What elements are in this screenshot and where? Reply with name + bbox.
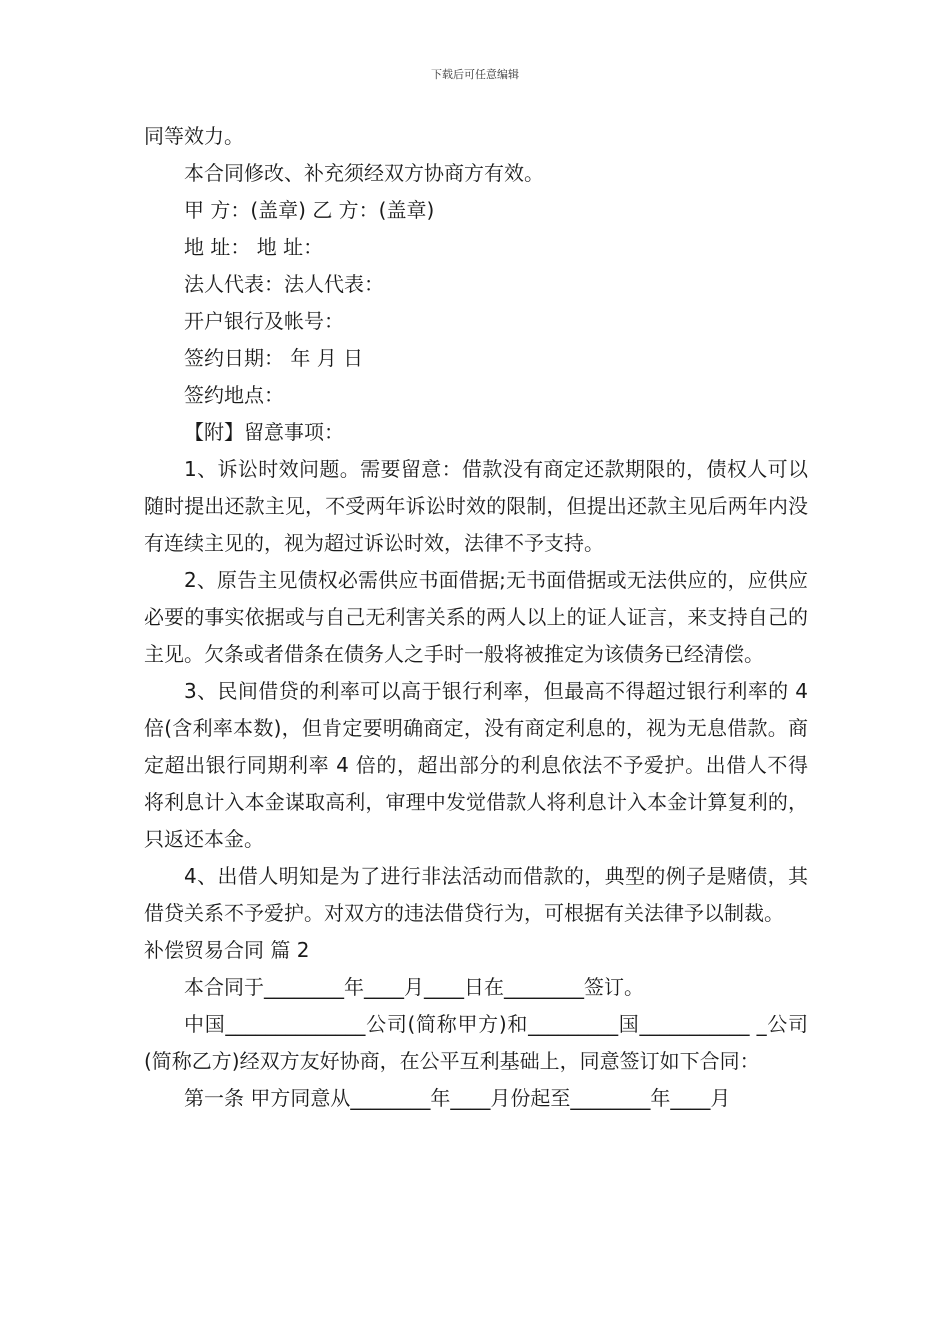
note-item-3: 3、民间借贷的利率可以高于银行利率，但最高不得超过银行利率的 4 倍(含利率本数)，但肯定要明确商定，没有商定利息的，视为无息借款。商定超出银行同期利率 4 倍的，超出部分的利息依法不予爱护。出借人不得将利息计入本金谋取高利，审理中发觉借款人将利息计入本金计算复利的，只返还本金。 — [144, 679, 808, 851]
article-1-line: 第一条 甲方同意从________年____月份起至________年____月 — [184, 1086, 731, 1110]
signature-address-line: 地 址： 地 址： — [184, 235, 324, 259]
page-header-note: 下载后可任意编辑 — [431, 68, 519, 81]
document-body — [144, 118, 808, 1117]
signature-bank-account-line: 开户银行及帐号： — [184, 309, 344, 333]
paragraph-continuation: 同等效力。 — [144, 124, 244, 148]
paragraph-amendment-clause: 本合同修改、补充须经双方协商方有效。 — [184, 161, 544, 185]
signature-date-line: 签约日期： 年 月 日 — [184, 346, 364, 370]
note-item-4: 4、出借人明知是为了进行非法活动而借款的，典型的例子是赌债，其借贷关系不予爱护。对双方的违法借贷行为，可根据有关法律予以制裁。 — [144, 864, 808, 925]
note-item-2: 2、原告主见债权必需供应书面借据;无书面借据或无法供应的，应供应必要的事实依据或与自己无利害关系的两人以上的证人证言，来支持自己的主见。欠条或者借条在债务人之手时一般将被推定为该债务已经清偿。 — [144, 568, 808, 666]
section-title: 补偿贸易合同 篇 2 — [144, 938, 310, 962]
note-item-1: 1、诉讼时效问题。需要留意：借款没有商定还款期限的，债权人可以随时提出还款主见，不受两年诉讼时效的限制，但提出还款主见后两年内没有连续主见的，视为超过诉讼时效，法律不予支持。 — [144, 457, 808, 555]
contract-signing-line: 本合同于________年____月____日在________签订。 — [184, 975, 644, 999]
signature-place-line: 签约地点： — [184, 383, 284, 407]
signature-legal-rep-line: 法人代表：法人代表： — [184, 272, 384, 296]
notes-heading: 【附】留意事项： — [184, 420, 344, 444]
signature-parties-line: 甲 方：(盖章) 乙 方：(盖章) — [184, 198, 435, 222]
contract-parties-paragraph: 中国______________公司(简称甲方)和_________国___________ _公司(简称乙方)经双方友好协商，在公平互利基础上，同意签订如下合同： — [144, 1012, 808, 1073]
